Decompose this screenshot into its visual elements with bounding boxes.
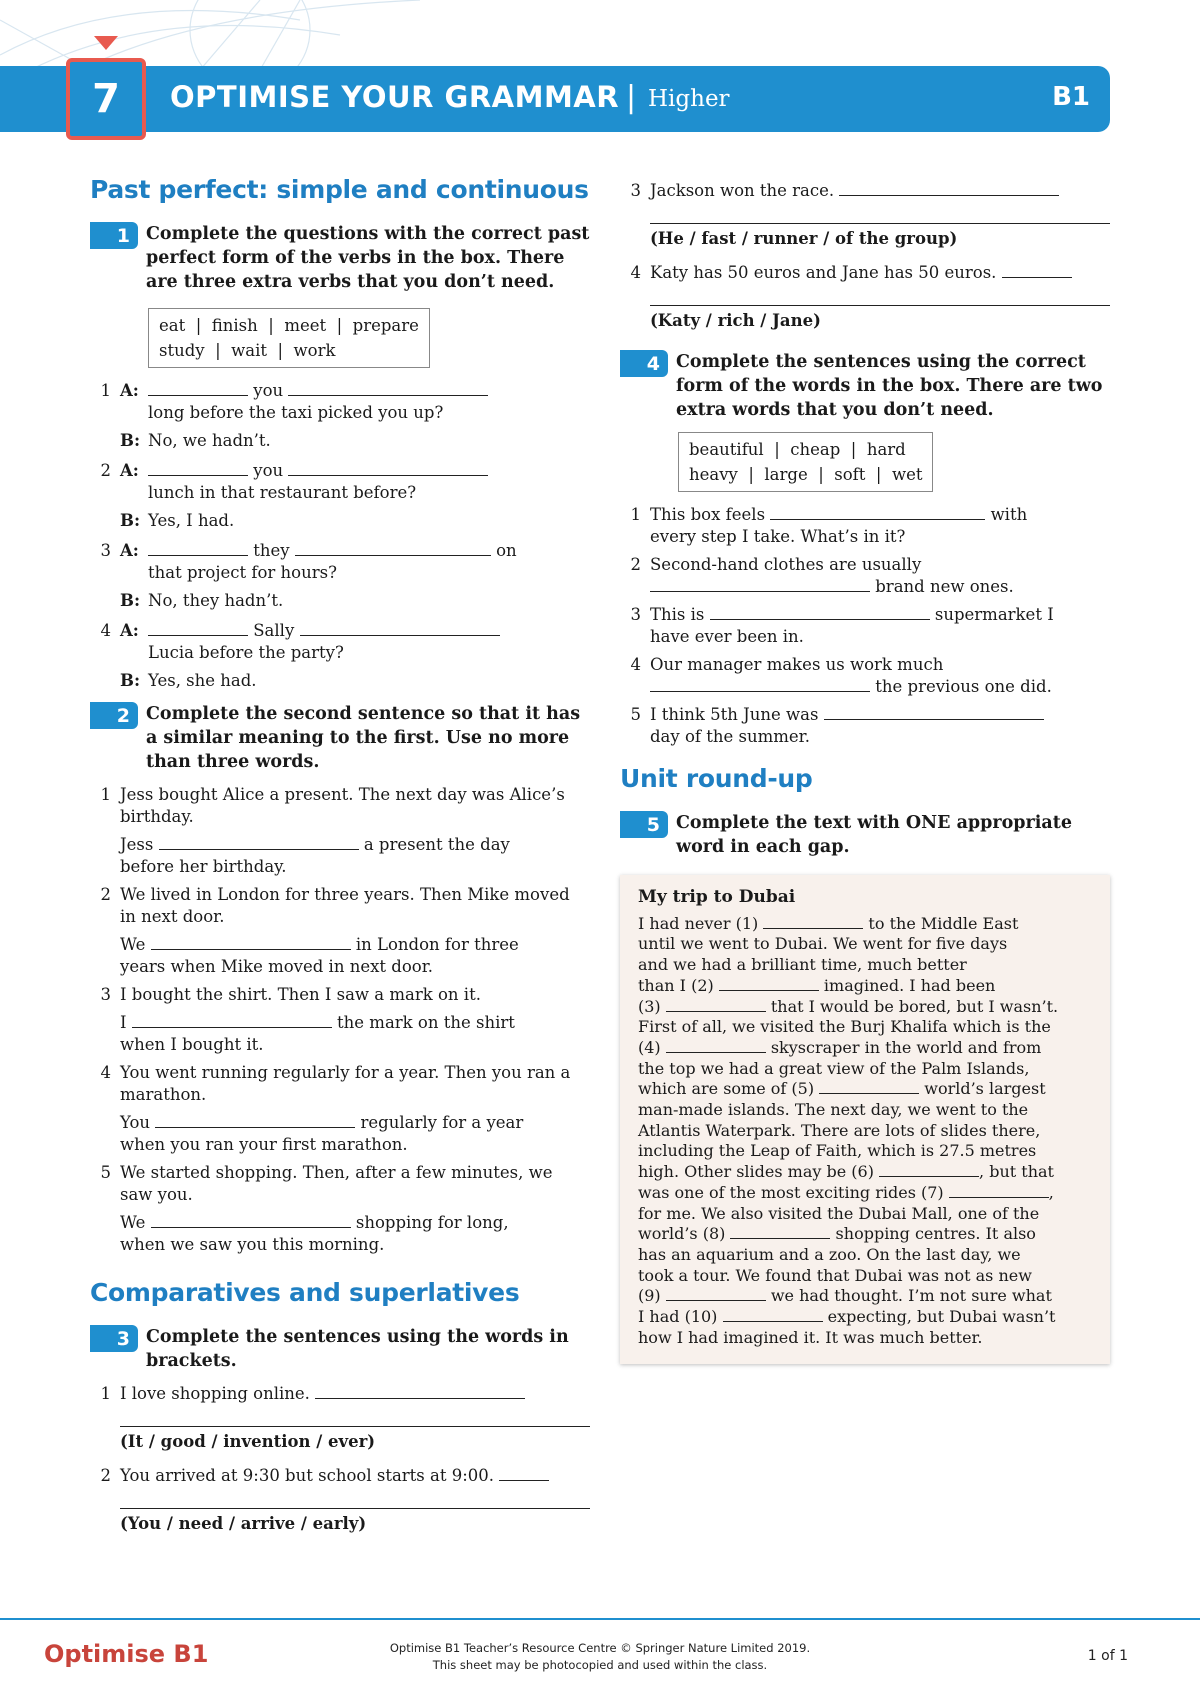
dialogue-line-a [90,460,590,504]
exercise-number-badge: 3 [90,1325,138,1352]
sentence-item [620,704,1110,748]
answer-blank[interactable] [650,676,870,692]
text-segment: which are some of (5) [638,1079,820,1099]
item-number: 2 [100,461,111,480]
text-segment: , but that [979,1162,1054,1182]
worksheet-title: OPTIMISE YOUR GRAMMAR [170,80,620,114]
level-label: Higher [648,86,730,112]
answer-blank[interactable] [148,380,248,396]
text-line [638,1307,1096,1328]
answer-blank[interactable] [710,604,930,620]
footer-brand: Optimise B1 [44,1640,209,1668]
sentence-text: I love shopping online. [120,1384,310,1403]
text-segment: the top we had a great view of the Palm Islands, [638,1058,1030,1078]
section-title-past-perfect: Past perfect: simple and continuous [90,175,589,204]
pointer-arrow-icon [94,36,118,50]
sentence-start: We [120,1213,146,1232]
item-number: 4 [630,263,641,282]
item-body [650,504,1110,548]
item-number: 2 [100,885,111,904]
dialogue-line-a [90,620,590,664]
level-code: B1 [1052,82,1090,112]
sentence-after: the previous one did. [875,677,1052,696]
text-segment: expecting, but Dubai wasn’t [822,1307,1056,1327]
text-line [638,955,1096,976]
sentence-item [620,554,1110,598]
sentence-continuation: years when Mike moved in next door. [120,957,434,976]
text-segment: world’s largest [919,1079,1046,1099]
item-number-spacer [90,590,120,612]
exercise-4-header [620,350,1110,422]
answer-text: Yes, she had. [148,671,257,690]
answer-blank[interactable] [499,1465,549,1481]
right-column [620,180,1110,1364]
subject-word: Sally [253,621,295,640]
answer-blank[interactable] [148,620,248,636]
answer-blank[interactable] [148,460,248,476]
item-body [650,262,1110,338]
speaker-label: A: [120,541,139,560]
dialogue-text [148,620,590,664]
sentence-after: brand new ones. [875,577,1014,596]
exercise-5-header [620,811,1110,859]
sentence-start: I [120,1013,127,1032]
sentence-end: shopping for long, [355,1213,509,1232]
item-number: 1 [100,381,111,400]
text-line [638,1121,1096,1142]
exercise-instruction: Complete the sentences using the words in brackets. [146,1327,569,1371]
first-sentence: We started shopping. Then, after a few minutes, we saw you. [120,1163,553,1204]
answer-blank[interactable] [148,540,248,556]
item-body [650,554,1110,598]
sentence-start: Jess [120,835,154,854]
answer-blank[interactable] [839,180,1059,196]
text-segment: imagined. I had been [818,975,996,995]
item-body [650,654,1110,698]
answer-text: No, they hadn’t. [148,591,284,610]
copyright-line: This sheet may be photocopied and used within the class. [432,1658,768,1672]
speaker-label: B: [120,591,141,610]
word-box [678,432,933,492]
text-segment: (4) [638,1037,666,1057]
sentence-text: You arrived at 9:30 but school starts at 9:00. [120,1466,495,1485]
answer-blank[interactable] [151,934,351,950]
exercise-instruction: Complete the second sentence so that it has a similar meaning to the first. Use no more than three words. [146,704,581,772]
text-line [638,1141,1096,1162]
gap-blank[interactable] [949,1184,1049,1198]
answer-line[interactable] [120,1405,590,1427]
text-line [638,1162,1096,1183]
text-line [638,1017,1096,1038]
sentence-after: supermarket I [934,605,1054,624]
sentence-text: Katy has 50 euros and Jane has 50 euros. [650,263,997,282]
answer-blank[interactable] [824,704,1044,720]
word-box-line: heavy | large | soft | wet [689,465,923,484]
text-line [638,914,1096,935]
exercise-instruction: Complete the text with ONE appropriate word in each gap. [676,813,1072,857]
sentence-continuation: when you ran your first marathon. [120,1135,408,1154]
text-segment: I had never (1) [638,913,764,933]
text-line [638,1183,1096,1204]
text-segment: we had thought. I’m not sure what [765,1286,1052,1306]
item-number: 2 [100,1466,111,1485]
sentence-before: Our manager makes us work much [650,655,944,674]
line-continuation: Lucia before the party? [148,643,344,662]
item-body [120,1162,590,1256]
line-end-text: on [496,541,517,560]
text-segment: for me. We also visited the Dubai Mall, one of the [638,1203,1040,1223]
item-number: 4 [100,1063,111,1082]
gap-blank[interactable] [666,1039,766,1053]
text-line [638,1204,1096,1225]
first-sentence: I bought the shirt. Then I saw a mark on it. [120,985,481,1004]
subject-word: you [253,461,284,480]
dialogue-text [148,460,590,504]
sentence-item [620,604,1110,648]
transformation-item [90,984,590,1056]
text-line [638,1245,1096,1266]
answer-blank[interactable] [770,504,985,520]
left-column [90,175,590,1547]
item-body [120,984,590,1056]
exercise-number-badge: 5 [620,811,668,838]
word-prompt: (It / good / invention / ever) [120,1432,376,1451]
text-line [638,1079,1096,1100]
item-number: 5 [100,1163,111,1182]
bracket-item [90,1465,590,1541]
exercise-1-items [90,380,590,692]
sentence-before: This box feels [650,505,766,524]
sentence-end: a present the day [363,835,510,854]
text-segment: than I (2) [638,975,719,995]
gap-blank[interactable] [730,1225,830,1239]
section-title-comparatives: Comparatives and superlatives [90,1278,520,1307]
unit-number-tab: 7 [66,58,146,140]
sentence-continuation: before her birthday. [120,857,287,876]
answer-text: No, we hadn’t. [148,431,271,450]
answer-blank[interactable] [650,576,870,592]
dialogue-line-b [90,510,590,532]
sentence-item [620,504,1110,548]
exercise-2-header [90,702,590,774]
text-segment: shopping centres. It also [830,1224,1036,1244]
text-segment: and we had a brilliant time, much better [638,955,967,975]
text-segment: , [1048,1182,1054,1202]
sentence-start: We [120,935,146,954]
sentence-before: Second-hand clothes are usually [650,555,922,574]
item-number: 3 [100,985,111,1004]
text-segment: was one of the most exciting rides (7) [638,1182,949,1202]
page-number: 1 of 1 [1087,1648,1128,1664]
speaker-label: A: [120,461,139,480]
text-segment: took a tour. We found that Dubai was not as new [638,1265,1032,1285]
item-body [120,1062,590,1156]
exercise-instruction: Complete the sentences using the correct form of the words in the box. There are two extra words that you don’t need. [676,352,1103,420]
text-segment: Atlantis Waterpark. There are lots of slides there, [638,1120,1041,1140]
answer-blank[interactable] [288,460,488,476]
title-separator: | [626,80,637,115]
item-body [650,180,1110,256]
sentence-end: regularly for a year [360,1113,524,1132]
text-line [638,997,1096,1018]
text-segment: high. Other slides may be (6) [638,1162,880,1182]
dialogue-line-a [90,380,590,424]
gap-blank[interactable] [666,1287,766,1301]
gap-blank[interactable] [819,1080,919,1094]
answer-blank[interactable] [155,1112,355,1128]
answer-blank[interactable] [159,834,359,850]
copyright-line: Optimise B1 Teacher’s Resource Centre © Springer Nature Limited 2019. [389,1641,811,1655]
answer-text: Yes, I had. [148,511,235,530]
item-number: 1 [100,785,111,804]
exercise-1-header [90,222,590,294]
gap-blank[interactable] [723,1308,823,1322]
item-number: 3 [630,605,641,624]
sentence-continuation: when I bought it. [120,1035,264,1054]
item-body [120,1383,590,1459]
first-sentence: You went running regularly for a year. Then you ran a marathon. [120,1063,571,1104]
sentence-text: Jackson won the race. [650,181,835,200]
section-title-unit-round-up: Unit round-up [620,764,813,793]
sentence-after: with [990,505,1028,524]
item-body [650,604,1110,648]
item-number: 2 [630,555,641,574]
dialogue-text [148,380,590,424]
bracket-item [620,180,1110,256]
item-number: 4 [630,655,641,674]
footer-copyright [360,1640,840,1674]
verb-box [148,308,430,368]
text-segment: that I would be bored, but I wasn’t. [765,996,1059,1016]
line-continuation: lunch in that restaurant before? [148,483,417,502]
sentence-continuation: every step I take. What’s in it? [650,527,906,546]
answer-blank[interactable] [300,620,500,636]
item-body [120,1465,590,1541]
answer-line[interactable] [120,1487,590,1509]
exercise-3-items [90,1383,590,1541]
text-segment: First of all, we visited the Burj Khalifa which is the [638,1017,1051,1037]
text-line [638,1266,1096,1287]
sentence-end: the mark on the shirt [337,1013,515,1032]
item-number: 1 [100,1384,111,1403]
word-box-line: beautiful | cheap | hard [689,440,906,459]
bracket-item [90,1383,590,1459]
dialogue-line-b [90,590,590,612]
verb-box-line: study | wait | work [159,341,336,360]
item-body [120,884,590,978]
sentence-before: This is [650,605,705,624]
gap-blank[interactable] [719,977,819,991]
text-line [638,1038,1096,1059]
answer-blank[interactable] [288,380,488,396]
verb-box-line: eat | finish | meet | prepare [159,316,419,335]
dialogue-text [148,540,590,584]
text-segment: how I had imagined it. It was much better. [638,1327,983,1347]
transformation-item [90,784,590,878]
exercise-3-header [90,1325,590,1373]
text-segment: I had (10) [638,1307,723,1327]
dialogue-line-b [90,670,590,692]
text-line [638,934,1096,955]
transformation-item [90,1062,590,1156]
exercise-number-badge: 1 [90,222,138,249]
text-segment: (9) [638,1286,666,1306]
item-number: 3 [100,541,111,560]
text-line [638,1224,1096,1245]
reading-text-card [620,875,1110,1364]
text-line [638,1059,1096,1080]
text-line [638,976,1096,997]
item-number-spacer [90,430,120,452]
word-prompt: (Katy / rich / Jane) [650,311,821,330]
speaker-label: B: [120,671,141,690]
answer-blank[interactable] [295,540,491,556]
sentence-end: in London for three [355,935,519,954]
item-number: 4 [100,621,111,640]
gap-blank[interactable] [879,1163,979,1177]
text-line [638,1328,1096,1349]
text-segment: until we went to Dubai. We went for five days [638,934,1008,954]
text-segment: skyscraper in the world and from [765,1037,1042,1057]
first-sentence: Jess bought Alice a present. The next day was Alice’s birthday. [120,785,565,826]
footer-rule [0,1618,1200,1620]
dialogue-line-a [90,540,590,584]
item-number-spacer [90,670,120,692]
reading-text-body [638,914,1096,1349]
text-segment: man-made islands. The next day, we went to the [638,1100,1029,1120]
speaker-label: B: [120,511,141,530]
sentence-before: I think 5th June was [650,705,819,724]
answer-blank[interactable] [132,1012,332,1028]
speaker-label: B: [120,431,141,450]
exercise-number-badge: 2 [90,702,138,729]
gap-blank[interactable] [763,915,863,929]
subject-word: they [253,541,290,560]
exercise-4-items [620,504,1110,748]
text-segment: (3) [638,996,666,1016]
answer-blank[interactable] [1002,262,1072,278]
item-number-spacer [90,510,120,532]
item-number: 5 [630,705,641,724]
item-number: 3 [630,181,641,200]
text-segment: has an aquarium and a zoo. On the last day, we [638,1244,1021,1264]
exercise-2-items [90,784,590,1256]
word-prompt: (He / fast / runner / of the group) [650,229,958,248]
sentence-start: You [120,1113,151,1132]
text-segment: including the Leap of Faith, which is 27.5 metres [638,1141,1037,1161]
line-continuation: long before the taxi picked you up? [148,403,444,422]
text-segment: world’s (8) [638,1224,731,1244]
speaker-label: A: [120,381,139,400]
sentence-continuation: day of the summer. [650,727,810,746]
sentence-continuation: when we saw you this morning. [120,1235,385,1254]
first-sentence: We lived in London for three years. Then Mike moved in next door. [120,885,570,926]
bracket-item [620,262,1110,338]
gap-blank[interactable] [666,998,766,1012]
answer-line[interactable] [650,284,1110,306]
item-body [120,784,590,878]
dialogue-line-b [90,430,590,452]
exercise-3-items-continued [620,180,1110,338]
answer-line[interactable] [650,202,1110,224]
speaker-label: A: [120,621,139,640]
item-number: 1 [630,505,641,524]
reading-text-title: My trip to Dubai [638,887,796,907]
exercise-number-badge: 4 [620,350,668,377]
answer-blank[interactable] [151,1212,351,1228]
line-continuation: that project for hours? [148,563,337,582]
transformation-item [90,884,590,978]
sentence-item [620,654,1110,698]
word-prompt: (You / need / arrive / early) [120,1514,367,1533]
sentence-continuation: have ever been in. [650,627,804,646]
transformation-item [90,1162,590,1256]
exercise-instruction: Complete the questions with the correct past perfect form of the verbs in the box. There are three extra verbs that you don’t need. [146,224,590,292]
answer-blank[interactable] [315,1383,525,1399]
item-body [650,704,1110,748]
text-line [638,1100,1096,1121]
text-line [638,1286,1096,1307]
subject-word: you [253,381,284,400]
text-segment: to the Middle East [863,913,1019,933]
